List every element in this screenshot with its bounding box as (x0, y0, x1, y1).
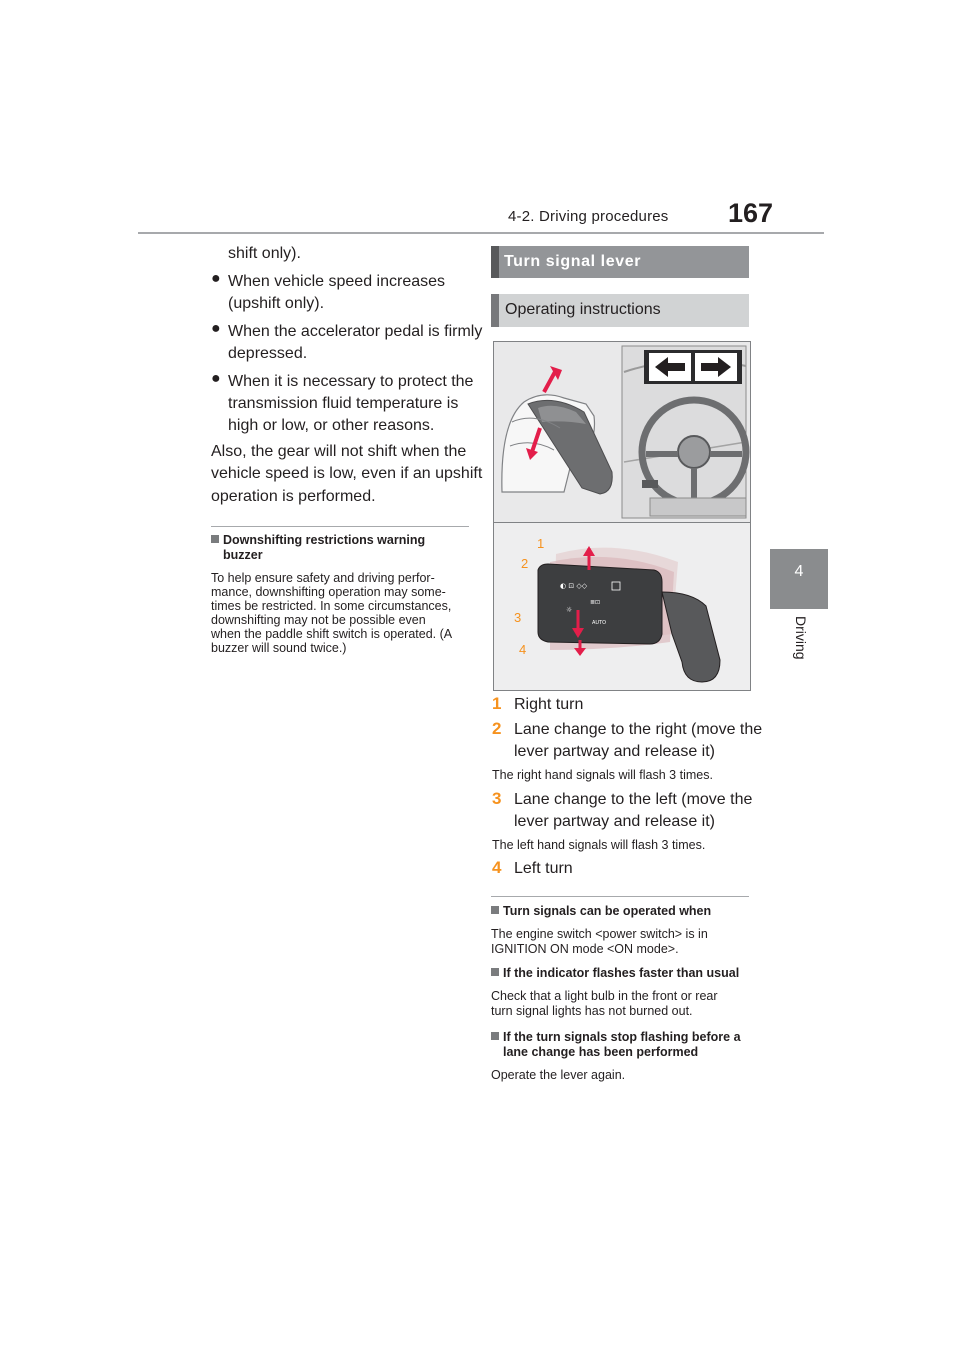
item-number: 2 (492, 719, 502, 738)
item-3-note: The left hand signals will flash 3 times. (492, 838, 706, 852)
note-2-title: If the indicator flashes faster than usual (503, 966, 740, 980)
header-rule (138, 232, 824, 234)
bullet-2-line2: depressed. (228, 345, 308, 362)
note-line: downshifting may not be possible even (211, 613, 426, 627)
item-3-line2: lever partway and release it) (514, 813, 715, 830)
bullet-dot-icon: ● (211, 270, 221, 287)
figure-label-1: 1 (537, 536, 545, 551)
note-3-title: If the turn signals stop flashing before a (503, 1030, 741, 1044)
bullet-3-line3: high or low, or other reasons. (228, 417, 435, 434)
square-bullet-icon (491, 968, 499, 976)
bullet-dot-icon: ● (211, 320, 221, 337)
note-rule (211, 526, 469, 527)
subsection-heading: Operating instructions (505, 301, 661, 318)
note-line: mance, downshifting operation may some- (211, 585, 446, 599)
note-line: turn signal lights has not burned out. (491, 1004, 693, 1018)
turn-signal-figure (493, 341, 751, 691)
para-line1: Also, the gear will not shift when the (211, 443, 467, 460)
bullet-dot-icon: ● (211, 370, 221, 387)
square-bullet-icon (491, 1032, 499, 1040)
note-line: IGNITION ON mode <ON mode>. (491, 942, 679, 956)
note-line: Check that a light bulb in the front or rear (491, 989, 718, 1003)
section-heading: Turn signal lever (504, 253, 642, 270)
item-number: 1 (492, 694, 502, 713)
item-2-line1: Lane change to the right (move the (514, 721, 763, 738)
bullet-2-line1: When the accelerator pedal is firmly (228, 323, 483, 340)
note-line: times be restricted. In some circumstances, (211, 599, 452, 613)
note-line: Operate the lever again. (491, 1068, 626, 1082)
running-header-section: 4-2. Driving procedures (508, 208, 669, 225)
page-number: 167 (728, 198, 774, 228)
figure-label-2: 2 (521, 556, 529, 571)
figure-label-4: 4 (519, 642, 527, 657)
item-number: 3 (492, 789, 502, 808)
svg-text:≣⊡: ≣⊡ (590, 599, 601, 606)
note-line: To help ensure safety and driving perfor- (211, 571, 435, 585)
note-line: The engine switch <power switch> is in (491, 927, 708, 941)
item-2-note: The right hand signals will flash 3 times. (492, 768, 713, 782)
notes-rule (491, 896, 749, 897)
para-line2: vehicle speed is low, even if an upshift (211, 465, 483, 482)
figure-label-3: 3 (514, 610, 522, 625)
note-1-title: Turn signals can be operated when (503, 904, 712, 918)
note-title (211, 533, 425, 548)
square-bullet-icon (211, 535, 219, 543)
lever-auto-label: AUTO (592, 620, 607, 626)
note-line: when the paddle shift switch is operated. (A (211, 627, 453, 641)
svg-text:◐ ⊡ ◇◇: ◐ ⊡ ◇◇ (560, 582, 588, 590)
note-line: buzzer will sound twice.) (211, 641, 347, 655)
bullet-3-line1: When it is necessary to protect the (228, 373, 474, 390)
item-3-line1: Lane change to the left (move the (514, 791, 753, 808)
item-1-text: Right turn (514, 696, 584, 713)
note-title-line2: buzzer (223, 548, 263, 562)
chapter-tab-number: 4 (794, 563, 804, 580)
item-number: 4 (492, 858, 502, 877)
note-title (491, 1030, 741, 1045)
bullet-3-line2: transmission fluid temperature is (228, 395, 459, 412)
item-4-text: Left turn (514, 860, 573, 877)
bullet-1-line2: (upshift only). (228, 295, 325, 312)
note-3-title-line2: lane change has been performed (503, 1045, 699, 1059)
section-heading-marker (491, 246, 499, 278)
continuation-text: shift only). (228, 245, 301, 262)
subsection-heading-marker (491, 294, 499, 327)
bullet-1-line1: When vehicle speed increases (228, 273, 446, 290)
turn-signal-illustration (494, 342, 750, 690)
note-title (491, 904, 711, 919)
turn-indicator-panel (644, 350, 742, 384)
svg-text:☼: ☼ (566, 606, 573, 614)
para-line3: operation is performed. (211, 488, 376, 505)
note-title (491, 966, 739, 981)
note-title-line1: Downshifting restrictions warning (223, 533, 426, 547)
chapter-tab-label: Driving (793, 616, 809, 660)
square-bullet-icon (491, 906, 499, 914)
item-2-line2: lever partway and release it) (514, 743, 715, 760)
